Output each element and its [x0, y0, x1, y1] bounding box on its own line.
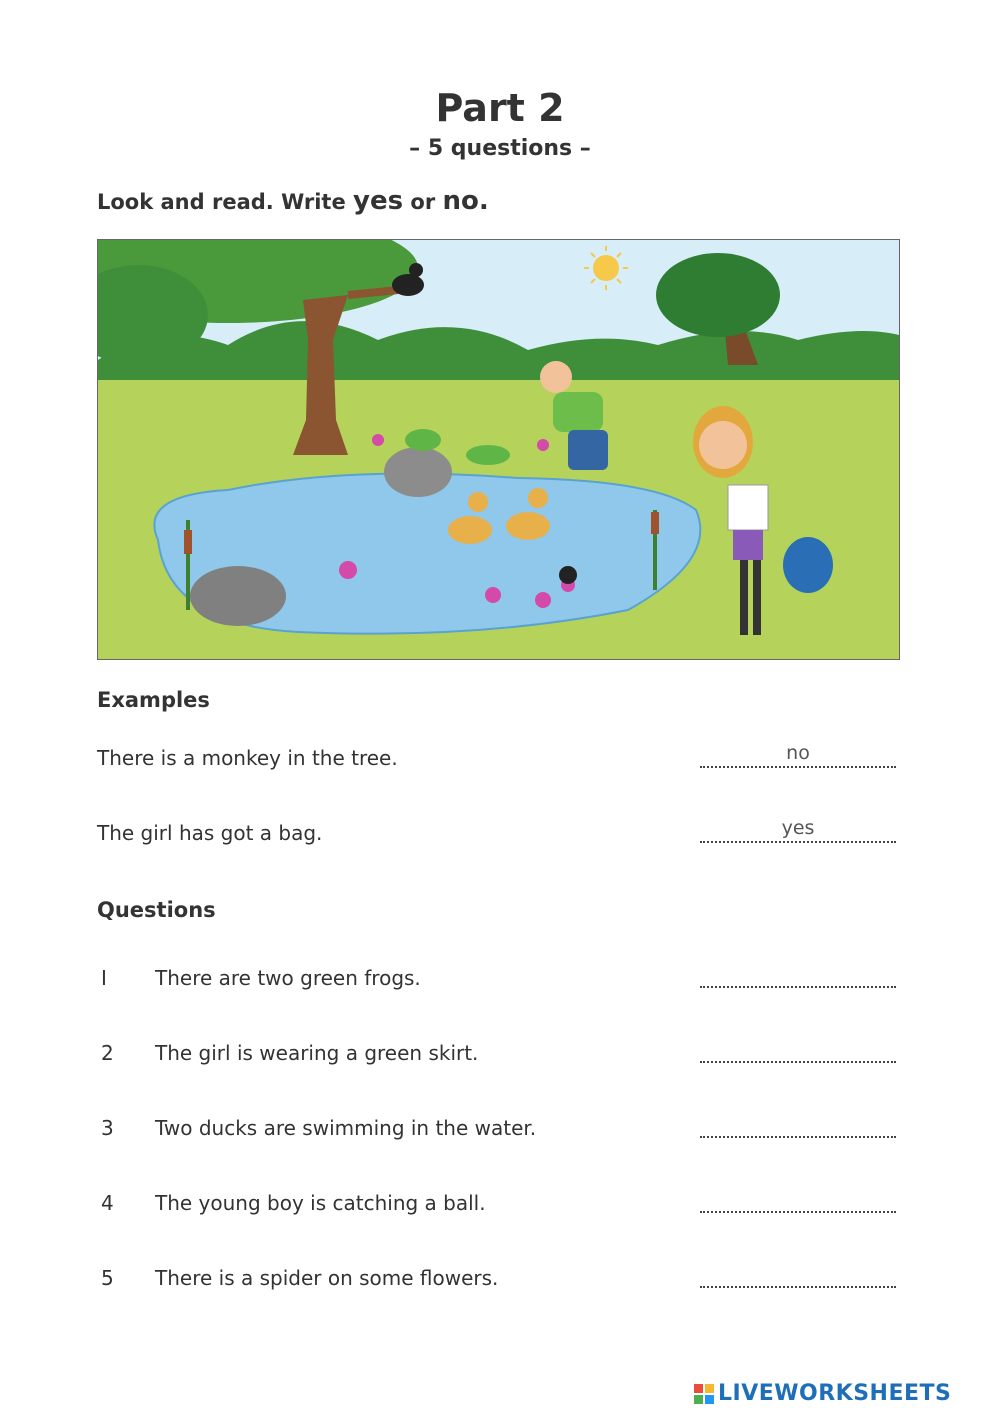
question-row: [97, 1035, 897, 1075]
question-text: There is a spider on some flowers.: [155, 1266, 499, 1290]
answer-field[interactable]: [700, 986, 896, 988]
example-answer-line: [700, 817, 896, 843]
park-illustration: [97, 239, 900, 660]
question-number: I: [101, 966, 107, 990]
examples-heading: Examples: [97, 688, 210, 712]
question-row: [97, 1260, 897, 1300]
question-text: The girl is wearing a green skirt.: [155, 1041, 479, 1065]
questions-heading: Questions: [97, 898, 216, 922]
example-answer: no: [786, 742, 810, 764]
logo-mark-icon: [694, 1384, 714, 1404]
liveworksheets-logo: [694, 1381, 994, 1407]
question-number: 2: [101, 1041, 114, 1065]
spider-icon: [559, 566, 577, 584]
logo-text: LIVEWORKSHEETS: [718, 1381, 952, 1406]
answer-field[interactable]: [700, 1211, 896, 1213]
answer-field[interactable]: [700, 1136, 896, 1138]
question-number: 4: [101, 1191, 114, 1215]
example-row: [97, 740, 897, 780]
answer-field[interactable]: [700, 1061, 896, 1063]
example-answer-line: [700, 742, 896, 768]
example-row: [97, 815, 897, 855]
example-text: The girl has got a bag.: [97, 821, 323, 845]
instruction-text: Look and read. Write: [97, 190, 354, 214]
question-text: There are two green frogs.: [155, 966, 421, 990]
question-row: [97, 1185, 897, 1225]
example-answer: yes: [781, 817, 815, 839]
question-text: The young boy is catching a ball.: [155, 1191, 486, 1215]
question-number: 5: [101, 1266, 114, 1290]
instruction-or: or: [403, 190, 443, 214]
example-text: There is a monkey in the tree.: [97, 746, 398, 770]
question-row: [97, 960, 897, 1000]
instruction: [97, 186, 489, 216]
question-row: [97, 1110, 897, 1150]
instruction-yes: yes: [353, 186, 404, 216]
page-subtitle: – 5 questions –: [409, 136, 591, 161]
page-title: Part 2: [435, 86, 565, 130]
instruction-no: no.: [442, 186, 489, 216]
park-scene-svg: [98, 240, 899, 659]
answer-field[interactable]: [700, 1286, 896, 1288]
question-number: 3: [101, 1116, 114, 1140]
question-text: Two ducks are swimming in the water.: [155, 1116, 537, 1140]
